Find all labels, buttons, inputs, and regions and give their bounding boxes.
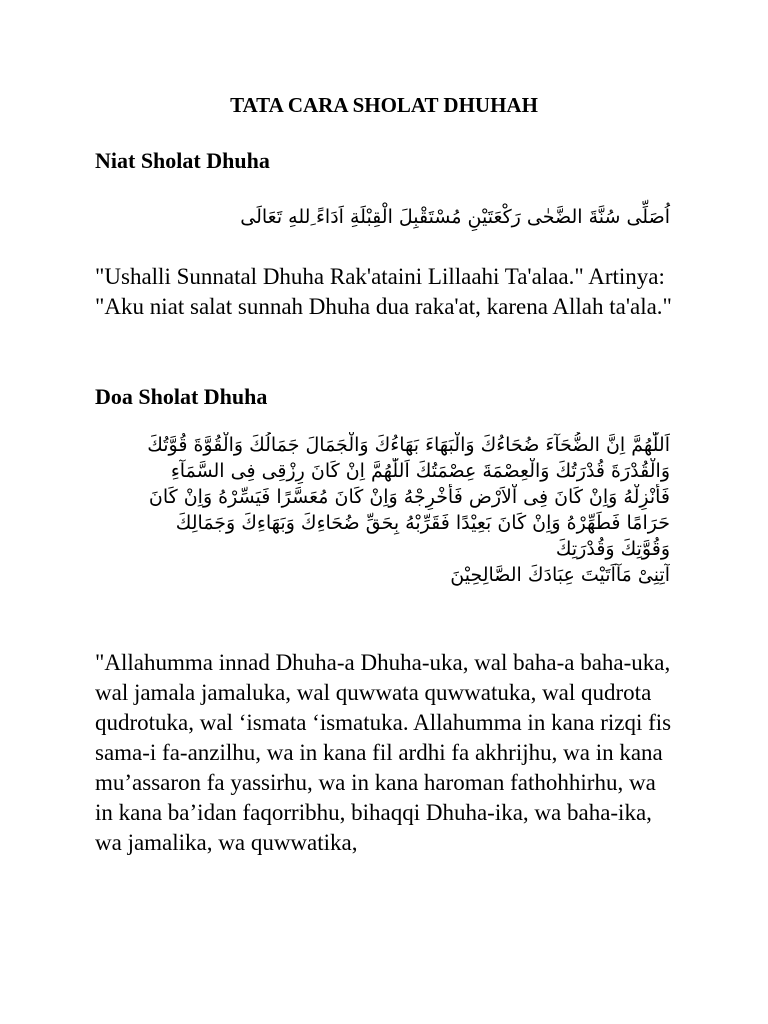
niat-arabic-text: اُصَلِّى سُنَّةَ الضَّحٰى رَكْعَتَيْنِ مُسْتَقْبِلَ الْقِبْلَةِ اَدَاءً ِللهِ تَعَالَى: [240, 206, 670, 228]
doa-arabic-line: حَرَامًا فَطَهِّرْهُ وَاِنْ كَانَ بَعِيْدًا فَقَرِّبْهُ بِحَقِّ ضُحَاءِكَ وَبَهَاءِكَ وَجَمَالِكَ: [175, 512, 670, 534]
doa-arabic-line: وَالْقُدْرَةَ قُدْرَتُكَ وَالْعِصْمَةَ عِصْمَتُكَ اَللّٰهُمَّ اِنْ كَانَ رِزْقِى فِى السَّمَآءِ: [170, 460, 670, 482]
doa-arabic-line: اَللّٰهُمَّ اِنَّ الضُّحَآءَ ضُحَاءُكَ وَالْبَهَاءَ بَهَاءُكَ وَالْجَمَالَ جَمَالُكَ وَالْقُوَّةَ قُوَّتُكَ: [147, 434, 670, 456]
doa-heading: Doa Sholat Dhuha: [95, 384, 268, 409]
niat-translation: Artinya: "Aku niat salat sunnah Dhuha dua raka'at, karena Allah ta'ala.": [95, 264, 672, 319]
document-title: TATA CARA SHOLAT DHUHAH: [230, 93, 538, 117]
niat-heading: Niat Sholat Dhuha: [95, 148, 270, 173]
doa-arabic-line: فَأَنْزِلْهُ وَاِنْ كَانَ فِى اْلاَرْضِ فَأَخْرِجْهُ وَاِنْ كَانَ مُعَسَّرًا فَيَسِّرْهُ وَاِنْ كَانَ: [148, 486, 670, 508]
doa-arabic-line: وَقُوَّتِكَ وَقُدْرَتِكَ: [555, 538, 670, 560]
doa-arabic-text: [95, 432, 670, 588]
niat-latin-block: [95, 262, 675, 322]
niat-transliteration: "Ushalli Sunnatal Dhuha Rak'ataini Lillaahi Ta'alaa.": [95, 264, 584, 289]
doa-transliteration: "Allahumma innad Dhuha-a Dhuha-uka, wal baha-a baha-uka, wal jamala jamaluka, wal quwwata quwwatuka, wal qudrota qudrotuka, wal ‘ismata ‘ismatuka. Allahumma in kana rizqi fis sama-i fa-anzilhu, wa in kana fil ardhi fa akhrijhu, wa in kana mu’assaron fa yassirhu, wa in kana haroman fathohhirhu, wa in kana ba’idan faqorribhu, bihaqqi Dhuha-ika, wa baha-ika, wa jamalika, wa quwwatika,: [95, 650, 672, 855]
doa-arabic-line: آتِنِىْ مَآاَتَيْتَ عِبَادَكَ الصَّالِحِيْنَ: [450, 564, 670, 586]
